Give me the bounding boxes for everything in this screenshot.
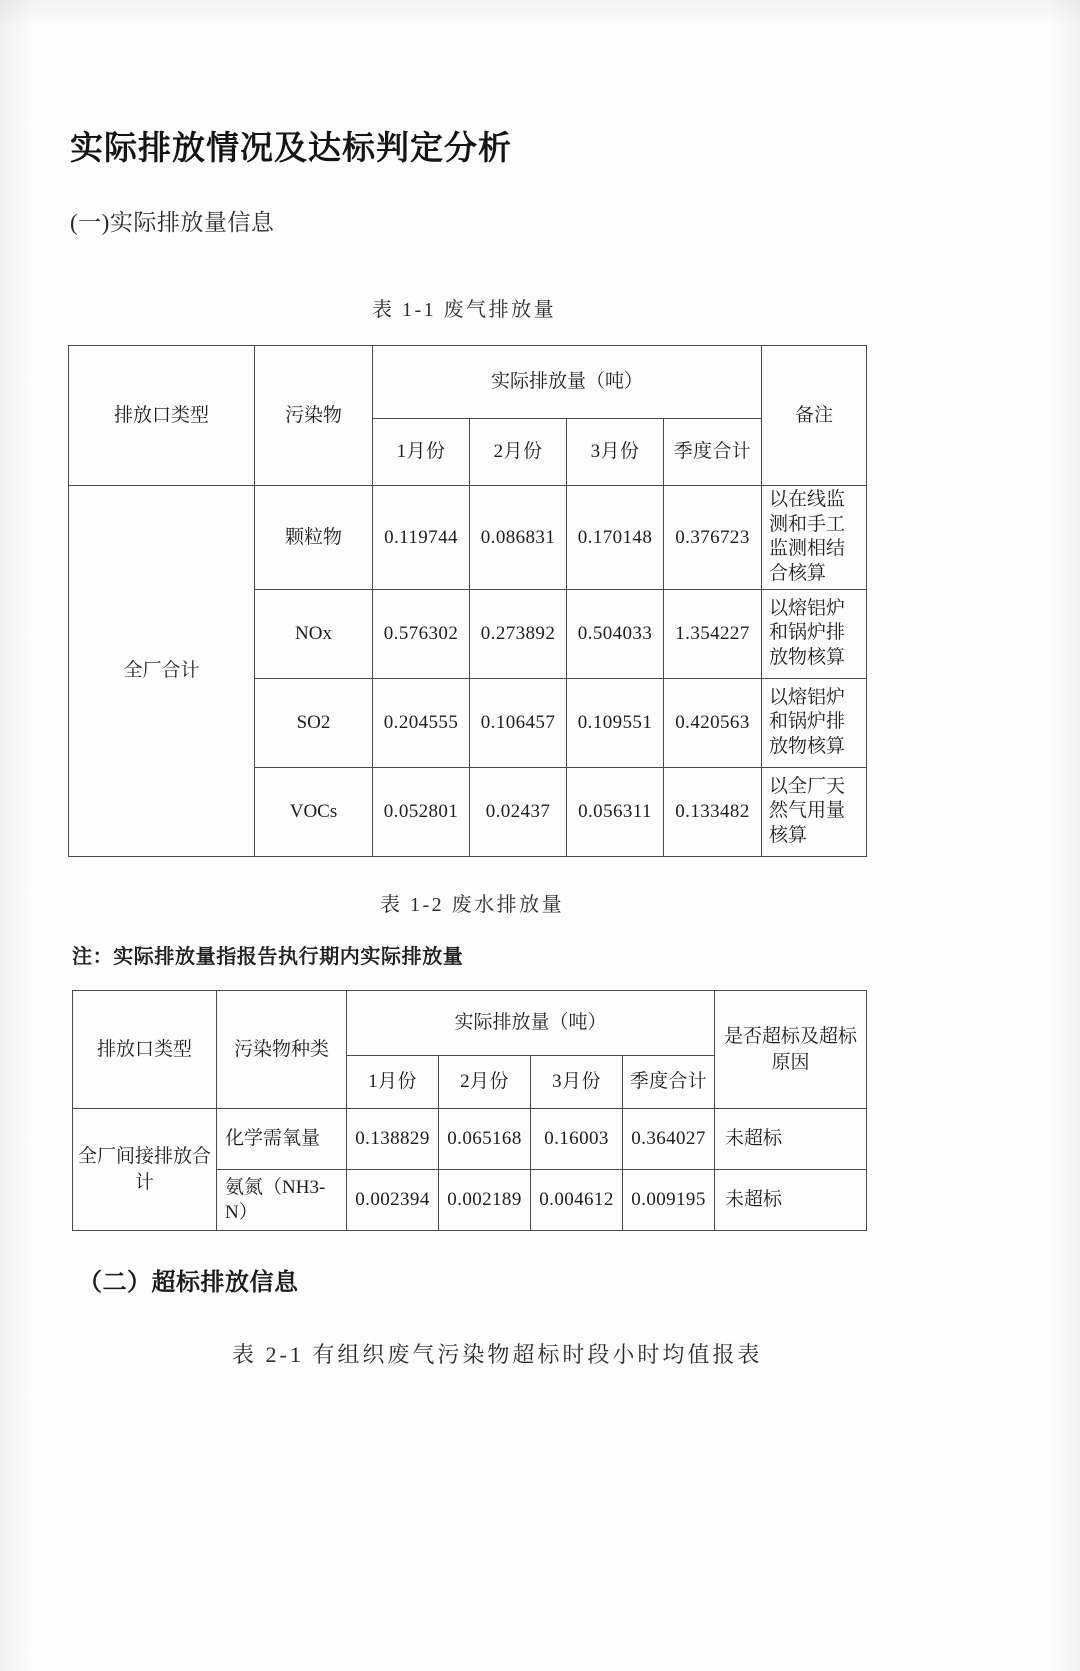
cell-quarter-total: 0.376723 (664, 486, 762, 590)
cell-month-3: 0.109551 (567, 678, 664, 767)
header-exceed-standard: 是否超标及超标原因 (715, 991, 867, 1109)
cell-month-2: 0.02437 (470, 767, 567, 856)
cell-month-2: 0.106457 (470, 678, 567, 767)
header-month-2: 2月份 (470, 419, 567, 486)
cell-month-3: 0.16003 (531, 1109, 623, 1170)
cell-quarter-total: 0.364027 (623, 1109, 715, 1170)
cell-pollutant: NOx (255, 589, 373, 678)
header-month-1: 1月份 (373, 419, 470, 486)
cell-pollutant: 颗粒物 (255, 486, 373, 590)
header-pollutant: 污染物 (255, 346, 373, 486)
row-group-label: 全厂合计 (69, 486, 255, 857)
cell-month-3: 0.170148 (567, 486, 664, 590)
header-quarter-total: 季度合计 (664, 419, 762, 486)
cell-pollutant: 氨氮（NH3-N） (217, 1170, 347, 1231)
cell-pollutant: 化学需氧量 (217, 1109, 347, 1170)
cell-remark: 以全厂天然气用量核算 (762, 767, 867, 856)
cell-month-3: 0.004612 (531, 1170, 623, 1231)
row-group-label: 全厂间接排放合计 (73, 1109, 217, 1231)
table-caption-waste-gas: 表 1-1 废气排放量 (372, 299, 557, 321)
note-text: 注：实际排放量指报告执行期内实际排放量 (72, 944, 464, 968)
cell-quarter-total: 0.420563 (664, 678, 762, 767)
header-outlet-type: 排放口类型 (69, 346, 255, 486)
header-month-2: 2月份 (439, 1056, 531, 1109)
cell-month-1: 0.576302 (373, 589, 470, 678)
table-row (69, 486, 867, 590)
cell-pollutant: SO2 (255, 678, 373, 767)
header-month-3: 3月份 (531, 1056, 623, 1109)
cell-month-1: 0.204555 (373, 678, 470, 767)
cell-month-3: 0.504033 (567, 589, 664, 678)
cell-month-2: 0.065168 (439, 1109, 531, 1170)
table-caption-exceed-hourly-report: 表 2-1 有组织废气污染物超标时段小时均值报表 (232, 1342, 763, 1367)
cell-month-1: 0.002394 (347, 1170, 439, 1231)
header-quarter-total: 季度合计 (623, 1056, 715, 1109)
header-actual-emission: 实际排放量（吨） (347, 991, 715, 1056)
cell-quarter-total: 1.354227 (664, 589, 762, 678)
cell-month-2: 0.086831 (470, 486, 567, 590)
header-remark: 备注 (762, 346, 867, 486)
section-heading-actual-emission: (一)实际排放量信息 (70, 210, 275, 235)
header-actual-emission: 实际排放量（吨） (373, 346, 762, 419)
cell-exceed-standard: 未超标 (715, 1170, 867, 1231)
table-waste-water (72, 990, 867, 1231)
header-pollutant-kind: 污染物种类 (217, 991, 347, 1109)
table-caption-waste-water: 表 1-2 废水排放量 (380, 894, 565, 916)
header-outlet-type: 排放口类型 (73, 991, 217, 1109)
cell-quarter-total: 0.009195 (623, 1170, 715, 1231)
header-month-1: 1月份 (347, 1056, 439, 1109)
cell-remark: 以在线监测和手工监测相结合核算 (762, 486, 867, 590)
cell-month-1: 0.119744 (373, 486, 470, 590)
cell-exceed-standard: 未超标 (715, 1109, 867, 1170)
cell-pollutant: VOCs (255, 767, 373, 856)
cell-month-2: 0.273892 (470, 589, 567, 678)
cell-month-3: 0.056311 (567, 767, 664, 856)
header-month-3: 3月份 (567, 419, 664, 486)
cell-quarter-total: 0.133482 (664, 767, 762, 856)
cell-remark: 以熔铝炉和锅炉排放物核算 (762, 678, 867, 767)
cell-remark: 以熔铝炉和锅炉排放物核算 (762, 589, 867, 678)
cell-month-1: 0.052801 (373, 767, 470, 856)
cell-month-1: 0.138829 (347, 1109, 439, 1170)
section-heading-exceed-emission: （二）超标排放信息 (78, 1270, 299, 1296)
table-row (73, 1109, 867, 1170)
table-waste-gas (68, 345, 867, 857)
page-title: 实际排放情况及达标判定分析 (70, 128, 512, 167)
cell-month-2: 0.002189 (439, 1170, 531, 1231)
